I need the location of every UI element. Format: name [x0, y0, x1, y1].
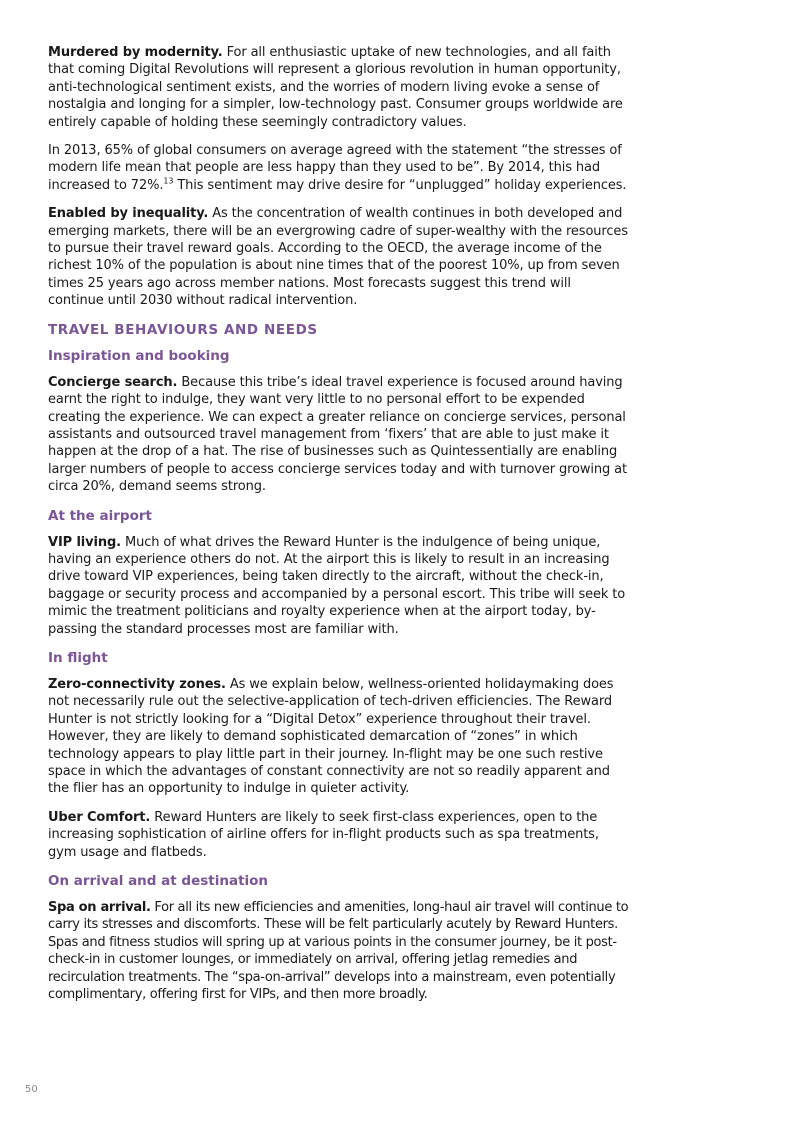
subheading-on-arrival-and-at-destination: On arrival and at destination: [48, 873, 269, 890]
subheading-inspiration-and-booking: Inspiration and booking: [48, 347, 230, 364]
paragraph-uber-comfort: [48, 809, 630, 861]
paragraph-concierge-search: [48, 374, 630, 496]
paragraph-zero-connectivity-zones: [48, 676, 630, 798]
paragraph-text: For all enthusiastic uptake of new technologies, and all faith that coming Digital Revolutions will represent a glorious revolution in human opportunity, anti-technological sentiment exists, and the worries of modern living evoke a sense of nostalgia and longing for a simpler, low-technology past. Consumer groups worldwide are entirely capable of holding these seemingly contradictory values.: [48, 45, 623, 130]
paragraph-text-after: This sentiment may drive desire for “unplugged” holiday experiences.: [173, 177, 627, 193]
paragraph-lead: Spa on arrival.: [48, 900, 151, 916]
paragraph-vip-living: [48, 534, 630, 638]
paragraph-text: Because this tribe’s ideal travel experience is focused around having earnt the right to indulge, they want very little to no personal effort to be expended creating the experience. We can expect a greater reliance on concierge services, personal assistants and outsourced travel management from ‘fixers’ that are able to just make it happen at the drop of a hat. The rise of businesses such as Quintessentially are enabling larger numbers of people to access concierge services today and with turnover growing at circa 20%, demand seems strong.: [48, 374, 627, 495]
paragraph-lead: Concierge search.: [48, 374, 178, 390]
paragraph-lead: Murdered by modernity.: [48, 45, 223, 60]
page-number: 50: [25, 1084, 38, 1095]
paragraph-murdered-by-modernity: [48, 44, 630, 131]
paragraph-text: For all its new efficiencies and amenities, long-haul air travel will continue to carry its stresses and discomforts. These will be felt particularly acutely by Reward Hunters. Spas and fitness studios will spring up at various points in the consumer journey, be it post-check-in in customer lounges, or immediately on arrival, offering jetlag remedies and recirculation treatments. The “spa-on-arrival” develops into a mainstream, even potentially complimentary, offering first for VIPs, and then more broadly.: [48, 900, 629, 1003]
paragraph-lead: VIP living.: [48, 534, 121, 550]
paragraph-text: As the concentration of wealth continues in both developed and emerging markets, there will be an evergrowing cadre of super-wealthy with the resources to pursue their travel reward goals. According to the OECD, the average income of the richest 10% of the population is about nine times that of the poorest 10%, up from seven times 25 years ago across member nations. Most forecasts suggest this trend will continue until 2030 without radical intervention.: [48, 206, 628, 309]
paragraph-text: Reward Hunters are likely to seek first-class experiences, open to the increasing sophistication of airline offers for in-flight products such as spa treatments, gym usage and flatbeds.: [48, 809, 599, 860]
paragraph-lead: Uber Comfort.: [48, 809, 151, 825]
paragraph-lead: Zero-connectivity zones.: [48, 676, 226, 692]
page-content: [48, 44, 630, 1014]
section-heading: TRAVEL BEHAVIOURS AND NEEDS: [48, 321, 318, 338]
footnote-marker: 13: [163, 176, 174, 186]
paragraph-spa-on-arrival: [48, 899, 630, 1003]
subheading-at-the-airport: At the airport: [48, 507, 152, 524]
paragraph-text: As we explain below, wellness-oriented holidaymaking does not necessarily rule out the selective-application of tech-driven efficiencies. The Reward Hunter is not strictly looking for a “Digital Detox” experience throughout their travel. However, they are likely to demand sophisticated demarcation of “zones” in which technology appears to play little part in their journey. In-flight may be one such restive space in which the advantages of constant connectivity are not so readily apparent and the flier has an opportunity to indulge in quieter activity.: [48, 676, 614, 797]
paragraph-text: In 2013, 65% of global consumers on average agreed with the statement “the stresses of modern life mean that people are less happy than they used to be”. By 2014, this had increased to 72%.: [48, 143, 622, 193]
paragraph-stat-2013: [48, 142, 630, 194]
paragraph-lead: Enabled by inequality.: [48, 206, 209, 222]
paragraph-enabled-by-inequality: [48, 205, 630, 309]
subheading-in-flight: In flight: [48, 649, 108, 666]
paragraph-text: Much of what drives the Reward Hunter is the indulgence of being unique, having an experience others do not. At the airport this is likely to result in an increasing drive toward VIP experiences, being taken directly to the aircraft, without the check-in, baggage or security process and accompanied by a personal escort. This tribe will seek to mimic the treatment politicians and royalty experience when at the airport today, by-passing the standard processes most are familiar with.: [48, 534, 626, 637]
